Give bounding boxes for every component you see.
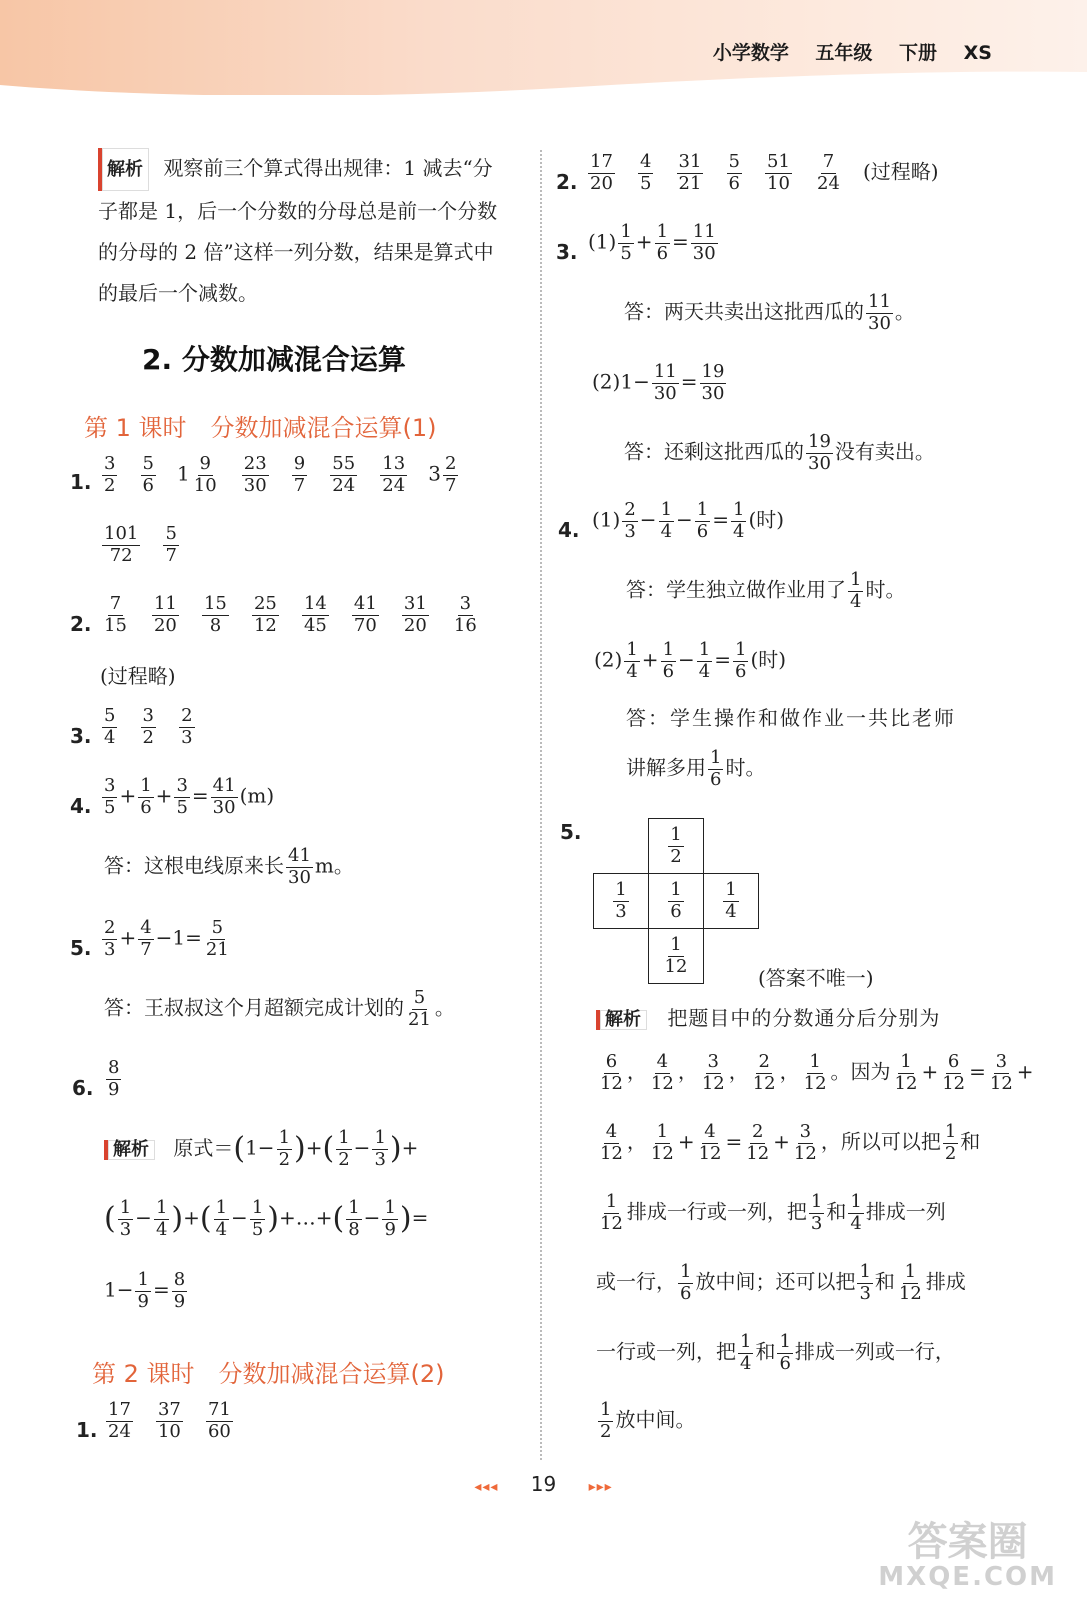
grid-cell-top: $\frac{1}{2}$ [648, 818, 704, 874]
fraction: $\frac{17}{20}$ [590, 151, 613, 194]
fraction: $\frac{15}{8}$ [203, 593, 227, 636]
fraction: $\frac{5}{4}$ [104, 705, 116, 748]
analysis-tag: 解析 [98, 148, 149, 191]
fraction: $\frac{41}{70}$ [353, 593, 377, 636]
page-footer [0, 1472, 1087, 1496]
r-analysis-line7: $\frac{1}{2}$ 放中间。 [600, 1399, 696, 1442]
answer-text: 讲解多用 [626, 755, 706, 780]
fraction: $\frac{51}{10}$ [767, 151, 790, 194]
fraction: $\frac{1}{4}$ [155, 1197, 168, 1240]
fraction: $\frac{3}{2}$ [142, 705, 154, 748]
fraction: $\frac{1}{4}$ [733, 499, 745, 542]
answer-text: 答：两天共卖出这批西瓜的 [624, 299, 864, 324]
r-q2-answers [586, 152, 939, 194]
fraction: $\frac{4}{7}$ [140, 917, 152, 960]
l1-q6-analysis-line2: ( $\frac{1}{3}$ − $\frac{1}{4}$ )+( $\frac{1}{4}$ − $\frac{1}{5}$ )+…+( $\frac{1}{8}$ − $\frac{1}{9}$ )= [104, 1197, 429, 1240]
fraction: $\frac{1}{3}$ [119, 1197, 132, 1240]
l1-q4-label: 4. [70, 794, 92, 818]
fraction: $\frac{37}{10}$ [157, 1399, 181, 1442]
fraction: $\frac{1}{9}$ [137, 1269, 149, 1312]
answer-text: 答：王叔叔这个月超额完成计划的 [104, 995, 404, 1020]
fraction: $\frac{1}{4}$ [850, 569, 862, 612]
fraction: $\frac{11}{30}$ [692, 221, 716, 264]
r-analysis-line6: 一行或一列，把 $\frac{1}{4}$ 和 $\frac{1}{6}$ 排成一列或一行， [596, 1331, 955, 1374]
fraction: $\frac{3}{2}$ [104, 453, 116, 496]
answer-text: 答：学生独立做作业用了 [626, 577, 846, 602]
fraction: $\frac{2}{3}$ [104, 917, 116, 960]
fraction: $\frac{5}{7}$ [165, 523, 177, 566]
column-divider [540, 150, 542, 1460]
fraction: $\frac{1}{8}$ [348, 1197, 360, 1240]
l2-q1-label: 1. [76, 1418, 98, 1442]
fraction: $\frac{8}{9}$ [173, 1269, 186, 1312]
fraction: $\frac{11}{30}$ [868, 291, 891, 334]
fraction: $\frac{3}{5}$ [176, 775, 188, 818]
fraction: $\frac{31}{21}$ [678, 151, 702, 194]
lesson2-title: 第 2 课时 分数加减混合运算(2) [92, 1360, 445, 1388]
fraction: $\frac{2}{3}$ [624, 499, 636, 542]
fraction: $\frac{41}{30}$ [212, 775, 236, 818]
l1-q6-label: 6. [72, 1076, 94, 1100]
fraction: $\frac{25}{12}$ [253, 593, 277, 636]
l1-q5-answer [104, 988, 455, 1030]
answer-suffix: m。 [314, 853, 354, 878]
lesson1-title: 第 1 课时 分数加减混合运算(1) [84, 414, 437, 442]
analysis-prefix: 原式＝ [173, 1135, 234, 1160]
l1-q3-label: 3. [70, 724, 92, 748]
fraction: $\frac{7}{24}$ [817, 151, 840, 194]
r-analysis-line5: 或一行， $\frac{1}{6}$ 放中间；还可以把 $\frac{1}{3}$ 和 $\frac{1}{12}$ 排成 [596, 1261, 966, 1304]
grid-cell-left: $\frac{1}{3}$ [593, 873, 649, 929]
fraction: $\frac{1}{6}$ [656, 221, 669, 264]
l1-q1-label: 1. [70, 470, 92, 494]
fraction: $\frac{1}{5}$ [251, 1197, 264, 1240]
r-q4-1-answer [626, 570, 905, 612]
fraction: $\frac{71}{60}$ [207, 1399, 231, 1442]
l1-q4-answer [104, 846, 354, 888]
fraction: $\frac{1}{2}$ [338, 1127, 350, 1170]
analysis-text: 把题目中的分数通分后分别为 [667, 1006, 941, 1030]
fraction: $\frac{1}{6}$ [696, 499, 709, 542]
l1-q2-label: 2. [70, 612, 92, 636]
fraction: $\frac{19}{30}$ [808, 431, 831, 474]
analysis-tag: 解析 [104, 1140, 155, 1160]
answer-suffix: 没有卖出。 [834, 439, 935, 464]
l1-q6-analysis-line1: 解析 原式＝(1− $\frac{1}{2}$ )+( $\frac{1}{2}$ − $\frac{1}{3}$ )+ [104, 1128, 418, 1170]
answer-suffix: 时。 [725, 755, 766, 780]
l1-q2-note: (过程略) [100, 664, 176, 688]
sub-label: (2)1 [592, 369, 634, 394]
r-analysis-line1 [596, 1008, 940, 1030]
fraction: $\frac{23}{30}$ [243, 453, 267, 496]
fraction: $\frac{11}{30}$ [653, 361, 677, 404]
analysis-text: 观察前三个算式得出规律：1 减去“分子都是 1，后一个分数的分母总是前一个分数的分母的 2 倍”这样一列分数，结果是算式中的最后一个减数。 [98, 156, 498, 305]
fraction: $\frac{1}{4}$ [626, 639, 638, 682]
fraction: $\frac{5}{21}$ [408, 987, 431, 1030]
fraction: $\frac{5}{6}$ [142, 453, 154, 496]
watermark-line2: MXQE.COM [878, 1562, 1057, 1592]
r-q3-2-answer [624, 432, 935, 474]
left-analysis [98, 148, 508, 314]
unit: (时) [750, 647, 787, 672]
grid-cell-right: $\frac{1}{4}$ [703, 873, 759, 929]
fraction: $\frac{4}{5}$ [639, 151, 652, 194]
sub-label: (1) [592, 507, 621, 532]
fraction: $\frac{14}{45}$ [303, 593, 327, 636]
fraction: $\frac{13}{24}$ [382, 453, 406, 496]
fraction: $\frac{1}{4}$ [215, 1197, 228, 1240]
r-q2-label: 2. [556, 170, 578, 194]
prev-arrows-icon: ◂◂◂ [474, 1479, 499, 1495]
fraction: $\frac{101}{72}$ [104, 523, 139, 566]
fraction: $\frac{1}{4}$ [660, 499, 673, 542]
r-q3-2-equation: (2)1− $\frac{11}{30}$ = $\frac{19}{30}$ [592, 361, 725, 404]
r-analysis-line4: $\frac{1}{12}$ 排成一行或一列，把 $\frac{1}{3}$ 和 $\frac{1}{4}$ 排成一列 [600, 1191, 946, 1234]
answer-text: 答：这根电线原来长 [104, 853, 284, 878]
fraction: $\frac{1}{6}$ [710, 747, 722, 790]
answer-not-unique: (答案不唯一) [758, 966, 874, 990]
r-q5-label: 5. [560, 820, 582, 844]
l1-q3-answers [100, 706, 197, 748]
fraction: $\frac{31}{20}$ [403, 593, 427, 636]
because-text: 。因为 [830, 1059, 891, 1084]
process-omitted: (过程略) [863, 159, 939, 184]
r-q4-2-answer-line1: 答：学生操作和做作业一共比老师 [626, 706, 956, 730]
fraction: $\frac{1}{9}$ [384, 1197, 396, 1240]
fraction: $\frac{3}{16}$ [453, 593, 477, 636]
fraction: $\frac{5}{21}$ [205, 917, 229, 960]
section-title: 2. 分数加减混合运算 [142, 343, 406, 376]
watermark [878, 1519, 1057, 1592]
r-q3-1-answer [624, 292, 915, 334]
fraction: $\frac{1}{6}$ [140, 775, 152, 818]
fraction: $\frac{8}{9}$ [108, 1057, 120, 1100]
fraction: $\frac{9}{10}$ [193, 453, 217, 496]
so-text: ，所以可以把 [820, 1129, 941, 1154]
fraction: $\frac{2}{7}$ [444, 453, 457, 496]
answer-suffix: 。 [894, 299, 915, 324]
page-number: 19 [530, 1472, 557, 1496]
r-q4-label: 4. [558, 518, 580, 542]
next-arrows-icon: ▸▸▸ [588, 1479, 613, 1495]
analysis-tag: 解析 [596, 1010, 647, 1030]
fraction: $\frac{7}{15}$ [104, 593, 127, 636]
fraction: $\frac{1}{5}$ [620, 221, 632, 264]
fraction: $\frac{55}{24}$ [332, 453, 356, 496]
l2-q1-answers [104, 1400, 235, 1442]
fraction: $\frac{1}{6}$ [662, 639, 675, 682]
l1-q4-equation: $\frac{3}{5}$ + $\frac{1}{6}$ + $\frac{3}{5}$ = $\frac{41}{30}$ (m) [104, 775, 275, 818]
l1-q6-analysis-line3: 1− $\frac{1}{9}$ = $\frac{8}{9}$ [104, 1269, 186, 1312]
watermark-line1: 答案圈 [907, 1519, 1028, 1565]
r-q4-1-equation: (1) $\frac{2}{3}$ − $\frac{1}{4}$ − $\frac{1}{6}$ = $\frac{1}{4}$ (时) [592, 499, 785, 542]
fraction: $\frac{9}{7}$ [293, 453, 306, 496]
r-q3-1-equation: (1) $\frac{1}{5}$ + $\frac{1}{6}$ = $\frac{11}{30}$ [588, 221, 716, 264]
fraction: $\frac{1}{3}$ [374, 1127, 386, 1170]
fraction: $\frac{3}{5}$ [104, 775, 116, 818]
answer-suffix: 时。 [865, 577, 906, 602]
sub-label: (1) [588, 229, 617, 254]
fraction: $\frac{11}{20}$ [153, 593, 177, 636]
l1-q6-answer [104, 1058, 123, 1100]
unit: (m) [239, 783, 275, 808]
and-text: 和 [960, 1129, 981, 1154]
fraction: $\frac{1}{2}$ [278, 1127, 291, 1170]
book-title: 小学数学 五年级 下册 XS [712, 42, 992, 64]
l1-q1-answers: $\frac{3}{2}$ $\frac{5}{6}$ 1 $\frac{9}{10}$ $\frac{23}{30}$ $\frac{9}{7}$ $\frac{55}{24}$ $\frac{13}{24}$ 3 $\frac{2}{7}$ [104, 453, 457, 496]
answer-suffix: 。 [434, 995, 455, 1020]
sub-label: (2) [594, 647, 623, 672]
fraction: $\frac{19}{30}$ [701, 361, 725, 404]
l1-q2-answers [100, 594, 481, 636]
l1-q1-answers-row2 [100, 524, 181, 566]
l1-q5-equation: $\frac{2}{3}$ + $\frac{4}{7}$ −1= $\frac{5}{21}$ [104, 917, 229, 960]
fraction: $\frac{17}{24}$ [108, 1399, 131, 1442]
fraction: $\frac{41}{30}$ [288, 845, 311, 888]
unit: (时) [748, 507, 785, 532]
r-q4-2-equation: (2) $\frac{1}{4}$ + $\frac{1}{6}$ − $\frac{1}{4}$ = $\frac{1}{6}$ (时) [594, 639, 787, 682]
answer-text: 答：还剩这批西瓜的 [624, 439, 804, 464]
grid-cell-center: $\frac{1}{6}$ [648, 873, 704, 929]
grid-cell-bottom: $\frac{1}{12}$ [648, 928, 704, 984]
l1-q5-label: 5. [70, 936, 92, 960]
r-analysis-line2: $\frac{6}{12}$ ， $\frac{4}{12}$ ， $\frac{3}{12}$ ， $\frac{2}{12}$ ， $\frac{1}{12}$ 。因为 $\frac{1}{12}$ + $\frac{6}{12}$ = $\frac{3}{12}$ + [600, 1051, 1034, 1094]
r-analysis-line3: $\frac{4}{12}$ ， $\frac{1}{12}$ + $\frac{4}{12}$ = $\frac{2}{12}$ + $\frac{3}{12}$ ，所以可以把 $\frac{1}{2}$ 和 [600, 1121, 981, 1164]
fraction: $\frac{1}{4}$ [698, 639, 711, 682]
fraction: $\frac{1}{6}$ [735, 639, 747, 682]
header-wave-decoration [0, 60, 1087, 105]
fraction: $\frac{2}{3}$ [181, 705, 193, 748]
r-q4-2-answer-line2 [626, 748, 765, 790]
fraction: $\frac{5}{6}$ [728, 151, 740, 194]
r-q3-label: 3. [556, 240, 578, 264]
